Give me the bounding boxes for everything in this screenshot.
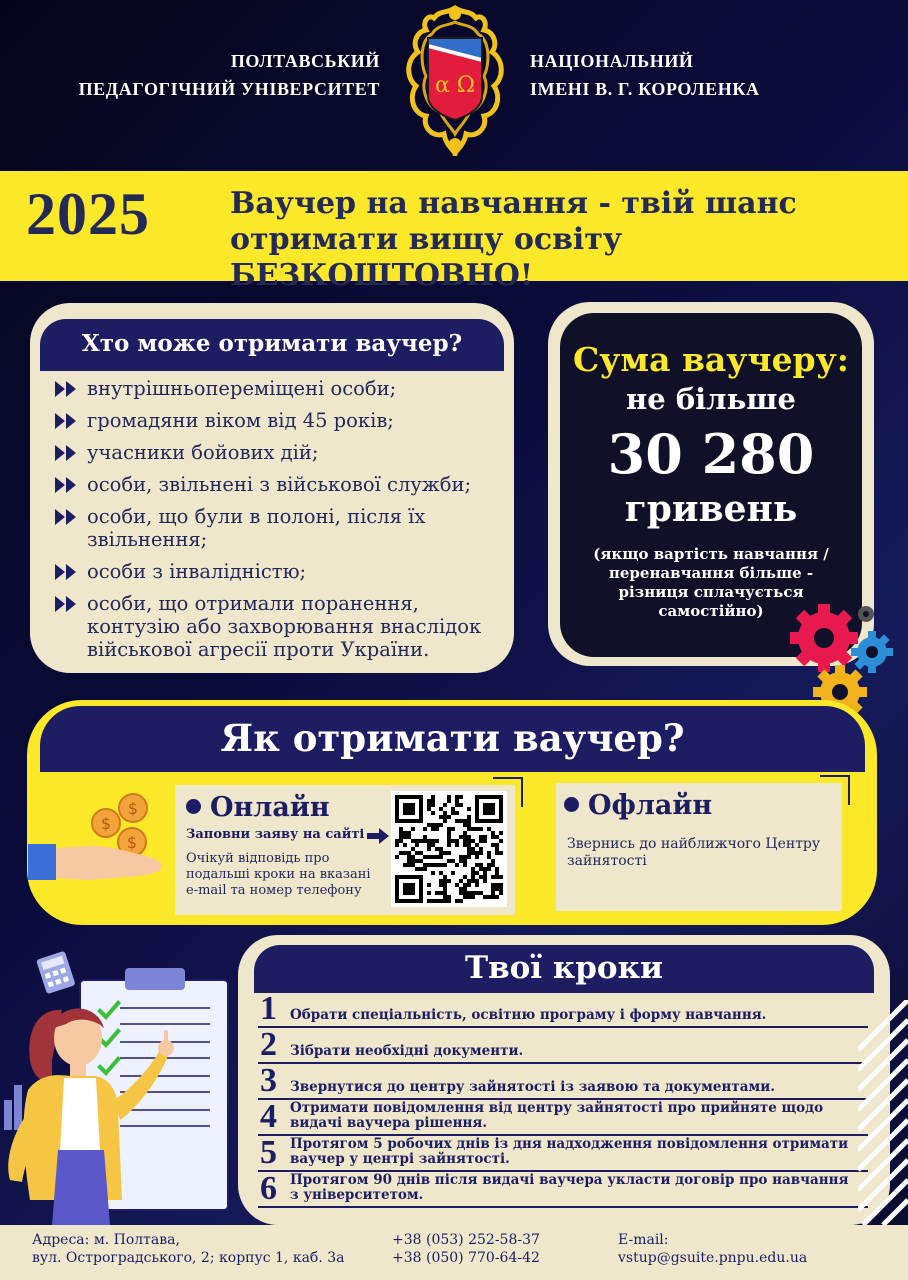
step-row [258, 1136, 868, 1172]
uni-right-line-2: ІМЕНІ В. Г. КОРОЛЕНКА [530, 79, 760, 99]
voucher-sum-amount: 30 280 [607, 422, 815, 486]
step-number: 3 [260, 1062, 277, 1099]
voucher-sum-currency: гривень [624, 488, 798, 530]
online-title [186, 792, 330, 823]
phone-2[interactable]: +38 (050) 770-64-42 [392, 1250, 540, 1266]
double-arrow-icon [55, 509, 79, 525]
step-row [258, 1100, 868, 1136]
double-arrow-icon [55, 413, 79, 429]
list-item [55, 377, 505, 400]
uni-left-line-2: ПЕДАГОГІЧНИЙ УНІВЕРСИТЕТ [78, 79, 380, 99]
eligibility-title: Хто може отримати ваучер? [40, 319, 504, 371]
online-subtitle: Заповни заяву на сайті [186, 827, 365, 842]
eligibility-list [55, 377, 505, 670]
uni-left-line-1: ПОЛТАВСЬКИЙ [230, 51, 380, 71]
steps-title: Твої кроки [254, 945, 874, 993]
arrow-right-icon [367, 828, 389, 844]
voucher-sum-note: (якщо вартість навчання / перенавчання більше - різниця сплачується самостійно) [593, 545, 829, 620]
qr-code[interactable] [391, 791, 507, 907]
list-item-text: учасники бойових дій; [87, 441, 319, 464]
footer-address [32, 1231, 372, 1267]
double-arrow-icon [55, 564, 79, 580]
list-item-text: особи, що були в полоні, після їх звільнення; [87, 505, 426, 551]
step-row [258, 1172, 868, 1208]
bullet-dot-icon [186, 799, 201, 814]
list-item-text: особи з інвалідністю; [87, 560, 307, 583]
offline-title-text: Офлайн [588, 790, 713, 821]
diagonal-stripes-decoration [858, 1000, 908, 1225]
step-number: 1 [260, 990, 277, 1027]
step-number: 6 [260, 1170, 277, 1207]
list-item-text: особи, що отримали поранення, контузію або захворювання внаслідок військової агресії проти України. [87, 592, 482, 661]
list-item-text: особи, звільнені з військової служби; [87, 473, 472, 496]
phone-1[interactable]: +38 (053) 252-58-37 [392, 1232, 540, 1248]
double-arrow-icon [55, 477, 79, 493]
svg-text:$: $ [100, 814, 112, 833]
list-item [55, 441, 505, 464]
double-arrow-icon [55, 596, 79, 612]
step-number: 2 [260, 1026, 277, 1063]
university-crest-logo [392, 4, 518, 156]
online-title-text: Онлайн [210, 792, 330, 823]
list-item-text: внутрішньопереміщені особи; [87, 377, 397, 400]
card-corner-decoration [820, 775, 850, 805]
list-item [55, 473, 505, 496]
step-text: Отримати повідомлення від центру зайнятості про прийняте щодо видачі ваучера рішення. [290, 1100, 824, 1131]
email-label: E-mail: [618, 1232, 669, 1248]
list-item [55, 409, 505, 432]
offline-text: Звернись до найближчого Центру зайнятості [567, 836, 821, 869]
step-row [258, 1064, 868, 1100]
footer-email [618, 1231, 878, 1267]
svg-text:$: $ [126, 833, 138, 852]
step-number: 5 [260, 1134, 277, 1171]
university-name-right [530, 47, 870, 103]
online-text: Очікуй відповідь про подальші кроки на вказані e-mail та номер телефону [186, 851, 371, 898]
list-item [55, 592, 505, 661]
step-text: Протягом 5 робочих днів із дня надходження повідомлення отримати ваучер у центрі зайнятості. [290, 1136, 849, 1167]
address-line-2: вул. Остроградського, 2; корпус 1, каб. 3а [32, 1250, 345, 1266]
address-line-1: Адреса: м. Полтава, [32, 1232, 180, 1248]
how-to-get-title: Як отримати ваучер? [40, 706, 865, 772]
footer-phones [392, 1231, 612, 1267]
step-number: 4 [260, 1098, 277, 1135]
double-arrow-icon [55, 445, 79, 461]
bullet-dot-icon [564, 797, 579, 812]
email-address[interactable]: vstup@gsuite.pnpu.edu.ua [618, 1250, 808, 1266]
step-text: Обрати спеціальність, освітню програму і форму навчання. [290, 1007, 767, 1023]
hand-coins-icon [28, 790, 168, 885]
uni-right-line-1: НАЦІОНАЛЬНИЙ [530, 51, 694, 71]
voucher-sum-title: Сума ваучеру: [573, 340, 849, 379]
university-name-left [40, 47, 380, 103]
voucher-sum-limit: не більше [626, 382, 796, 416]
list-item-text: громадяни віком від 45 років; [87, 409, 394, 432]
crest-letters: α Ω [434, 73, 476, 98]
double-arrow-icon [55, 381, 79, 397]
step-text: Зібрати необхідні документи. [290, 1043, 524, 1059]
svg-text:$: $ [127, 799, 139, 818]
year-label: 2025 [26, 181, 150, 247]
headline-text: Ваучер на навчання - твій шанс отримати вищу освіту БЕЗКОШТОВНО! [230, 186, 797, 293]
step-text: Протягом 90 днів після видачі ваучера укласти договір про навчання з університетом. [290, 1172, 849, 1203]
step-text: Звернутися до центру зайнятості із заявою та документами. [290, 1079, 775, 1095]
woman-clipboard-illustration [0, 950, 235, 1225]
list-item [55, 560, 505, 583]
step-row [258, 1028, 868, 1064]
offline-title [564, 790, 712, 821]
step-row [258, 990, 868, 1028]
list-item [55, 505, 505, 551]
